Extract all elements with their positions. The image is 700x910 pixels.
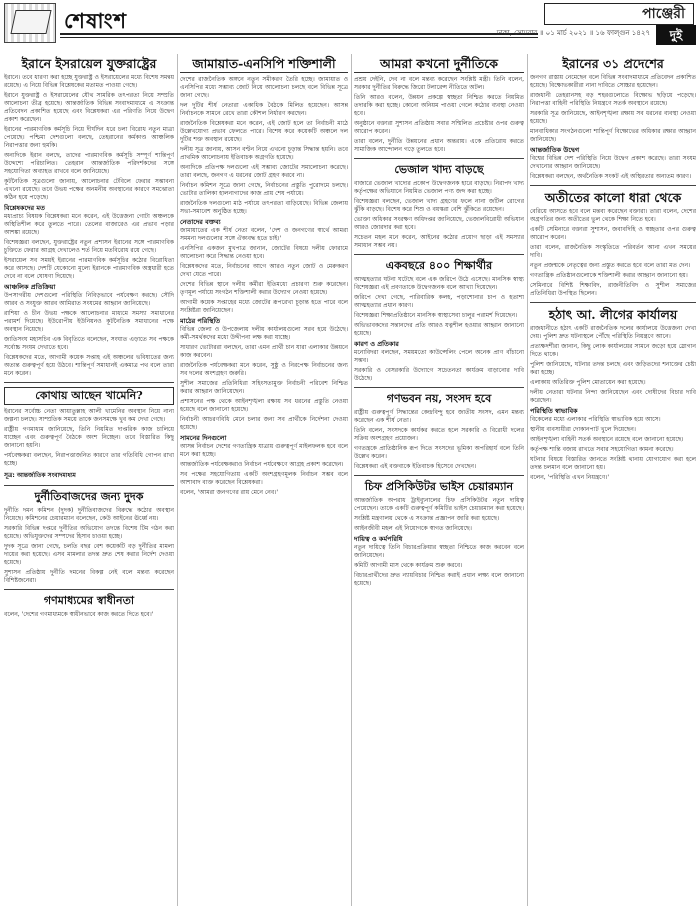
article-acc	[4, 490, 174, 585]
article-subhead: নেতাদের বক্তব্য	[180, 218, 221, 226]
article-paragraph: বলেন, 'দেশের গণমাধ্যমকে স্বাধীনভাবে কাজ করতে দিতে হবে।'	[4, 611, 154, 618]
article-subhead: দায়িত্ব ও কর্মপরিধি	[354, 535, 403, 543]
article-headline: ইরানে ইসরায়েল যুক্তরাষ্ট্রের	[21, 56, 157, 71]
article-paragraph: সচেতন মহল মনে করেন, আইনের কঠোর প্রয়োগ ছাড়া এই সমস্যার সমাধান সম্ভব নয়।	[354, 234, 524, 249]
article-paragraph: বিশ্লেষকরা বলছেন, অর্থনৈতিক সংকট এই অস্থিরতার অন্যতম কারণ।	[530, 173, 692, 180]
column-4	[530, 54, 696, 906]
article-paragraph: বাজারে ভেজাল খাদ্যের প্রকোপ উদ্বেগজনক হারে বাড়ছে। নিরাপদ খাদ্য কর্তৃপক্ষের অভিযানে নিয়মিত ভেজাল পণ্য জব্দ করা হচ্ছে।	[354, 180, 524, 195]
article-paragraph: রাজনৈতিক পর্যবেক্ষকরা মনে করেন, সুষ্ঠু ও নিরপেক্ষ নির্বাচনের জন্য সব দলের অংশগ্রহণ জরুরি।	[180, 362, 348, 377]
article-paragraph: বলেন, 'পরিস্থিতি এখন নিয়ন্ত্রণে।'	[530, 474, 609, 481]
article-paragraph: নতুন দায়িত্বে তিনি বিচারপ্রক্রিয়ার স্বচ্ছতা নিশ্চিতে কাজ করবেন বলে জানিয়েছেন।	[354, 544, 524, 559]
article-paragraph: অন্যদিকে প্রতিপক্ষ দলগুলো এই সম্ভাব্য জোটের সমালোচনা করেছে। তারা বলছে, জনগণ এ ধরনের জোট গ্রহণ করবে না।	[180, 164, 348, 179]
article-divider	[4, 382, 174, 383]
article-jamaat-ncp	[180, 56, 348, 497]
article-paragraph: আসন্ন নির্বাচন দেশের গণতান্ত্রিক যাত্রায় গুরুত্বপূর্ণ মাইলফলক হবে বলে মনে করা হচ্ছে।	[180, 443, 348, 458]
article-paragraph: দুর্নীতি দমন কমিশন (দুদক) দুর্নীতিবাজদের বিরুদ্ধে কঠোর অবস্থান নিয়েছে। কমিশনের চেয়ারম্যান বলেছেন, কেউ আইনের ঊর্ধ্বে নয়।	[4, 507, 174, 522]
article-paragraph: সাধারণ ভোটাররা বলছেন, তারা এমন প্রার্থী চান যারা এলাকার উন্নয়নে কাজ করবেন।	[180, 344, 348, 359]
article-paragraph: আগামী কয়েক সপ্তাহের মধ্যে জোটের রূপরেখা চূড়ান্ত হতে পারে বলে সংশ্লিষ্টরা জানিয়েছেন।	[180, 299, 348, 314]
article-paragraph: রাষ্ট্রীয় গুরুত্বপূর্ণ সিদ্ধান্তের কেন্দ্রবিন্দু হবে জাতীয় সংসদ, এমন মন্তব্য করেছেন এক শীর্ষ নেতা।	[354, 409, 524, 424]
article-divider	[354, 158, 524, 159]
article-headline: গণমাধ্যমের স্বাধীনতা	[43, 594, 135, 607]
newspaper-icon	[4, 3, 56, 43]
article-paragraph: আইনশৃঙ্খলা বাহিনী সতর্ক অবস্থানে রয়েছে বলে জানানো হয়েছে।	[530, 436, 684, 443]
article-paragraph: সুশাসন প্রতিষ্ঠায় দুর্নীতি দমনের বিকল্প নেই বলে মন্তব্য করেছেন বিশিষ্টজনেরা।	[4, 569, 174, 584]
article-paragraph: ভোক্তা অধিকার সংরক্ষণ অধিদপ্তর জানিয়েছে, ভেজালবিরোধী অভিযান আরও জোরদার করা হবে।	[354, 216, 524, 231]
article-paragraph: ইরানে। তবে ধারণা করা হচ্ছে যুক্তরাষ্ট্র ও ইসরায়েলের মধ্যে বিশেষ সমন্বয় রয়েছে। এ নিয়ে বিভিন্ন বিশ্লেষকের মতামত পাওয়া গেছে।	[4, 74, 174, 89]
article-paragraph: সব পক্ষের সহযোগিতায় একটি অংশগ্রহণমূলক নির্বাচন সম্ভব বলে আশাবাদ ব্যক্ত করেছেন বিশ্লেষকরা।	[180, 471, 348, 486]
article-paragraph: ইরানের সর্বোচ্চ নেতা আয়াতুল্লাহ আলী খামেনির অবস্থান নিয়ে নানা জল্পনা চলছে। সাম্প্রতিক সময়ে তাকে জনসমক্ষে খুব কম দেখা গেছে।	[4, 408, 174, 423]
article-dark-past	[530, 190, 696, 298]
article-subhead: মাঠের পরিস্থিতি	[180, 317, 221, 325]
article-iran-israel-us	[4, 56, 174, 378]
article-subhead: আন্তর্জাতিক উদ্বেগ	[530, 146, 580, 154]
article-paragraph: কর্তৃপক্ষ শান্তি বজায় রাখতে সবার সহযোগিতা কামনা করেছে।	[530, 446, 674, 453]
article-chief-prosecutor	[354, 480, 524, 588]
article-subhead: পরিস্থিতি স্বাভাবিক	[530, 407, 578, 415]
article-headline: হঠাৎ আ. লীগের কার্যালয়	[548, 307, 678, 322]
article-headline: ভেজাল খাদ্য বাড়ছে	[394, 163, 484, 176]
article-headline: জামায়াত-এনসিপি শক্তিশালী	[180, 56, 348, 73]
article-paragraph: পুলিশ জানিয়েছে, ঘটনার তদন্ত চলছে এবং জড়িতদের শনাক্তের চেষ্টা করা হচ্ছে।	[530, 361, 696, 376]
article-paragraph: জরিপে দেখা গেছে, পারিবারিক কলহ, পড়াশোনার চাপ ও হতাশা আত্মহত্যার প্রধান কারণ।	[354, 294, 524, 309]
article-paragraph: বিশেষজ্ঞরা বলছেন, যুক্তরাষ্ট্রের নতুন প্রশাসন ইরানের সঙ্গে পারমাণবিক চুক্তিতে ফেরার আগ্রহ দেখালেও শর্ত নিয়ে মতবিরোধ রয়ে গেছে।	[4, 239, 174, 254]
article-paragraph: দেশের বিভিন্ন স্থানে দলীয় কর্মীরা ইতিমধ্যে প্রচারণা শুরু করেছেন। তৃণমূল পর্যায়ে সংগঠন শক্তিশালী করার উদ্যোগ নেওয়া হয়েছে।	[180, 281, 348, 296]
article-paragraph: বিচারপ্রার্থীদের দ্রুত ন্যায়বিচার নিশ্চিত করাই প্রধান লক্ষ্য বলে জানানো হয়েছে।	[354, 572, 524, 587]
article-paragraph: নতুন প্রজন্মকে নেতৃত্বের জন্য প্রস্তুত করতে হবে বলে তারা মত দেন।	[530, 262, 691, 269]
article-paragraph: বিশ্বের বিভিন্ন দেশ পরিস্থিতি নিয়ে উদ্বেগ প্রকাশ করেছে। তারা সংযম দেখানোর আহ্বান জানিয়েছে।	[530, 155, 696, 170]
article-paragraph: গণতান্ত্রিক প্রতিষ্ঠানগুলোকে শক্তিশালী করার আহ্বান জানানো হয়।	[530, 272, 688, 279]
article-paragraph: পর্যবেক্ষকরা বলছেন, নিরাপত্তাজনিত কারণে তার গতিবিধি গোপন রাখা হচ্ছে।	[4, 452, 174, 467]
article-al-office	[530, 307, 696, 482]
article-paragraph: জামায়াতের এক শীর্ষ নেতা বলেন, 'দেশ ও জনগণের স্বার্থে আমরা সমমনা দলগুলোর সঙ্গে ঐক্যবদ্ধ হতে চাই।'	[180, 227, 348, 242]
article-headline: একবছরে ৪০০ শিক্ষার্থীর	[385, 259, 493, 272]
article-press-freedom	[4, 594, 174, 619]
article-divider	[530, 302, 696, 303]
article-paragraph: সেমিনারে বিশিষ্ট শিক্ষাবিদ, রাজনীতিবিদ ও সুশীল সমাজের প্রতিনিধিরা উপস্থিত ছিলেন।	[530, 282, 696, 297]
article-student-suicide	[354, 259, 524, 383]
article-iran-provinces	[530, 56, 696, 181]
article-paragraph: একটি সেমিনারে বক্তারা সুশাসন, জবাবদিহি ও স্বচ্ছতার ওপর গুরুত্ব আরোপ করেন।	[530, 226, 696, 241]
article-divider	[4, 589, 174, 590]
article-paragraph: মনোবিদরা বলছেন, সময়মতো কাউন্সেলিং পেলে অনেক প্রাণ বাঁচানো সম্ভব।	[354, 349, 524, 364]
article-paragraph: ইসরায়েল সব সময়ই ইরানের পারমাণবিক কর্মসূচির কঠোর বিরোধিতা করে আসছে। দেশটি যেকোনো মূল্যে ইরানকে পারমাণবিক অস্ত্রধারী হতে দেবে না বলে ঘোষণা দিয়েছে।	[4, 257, 174, 280]
article-paragraph: আত্মহত্যার ঘটনা ঘটেছে বলে এক জরিপে উঠে এসেছে। মানসিক স্বাস্থ্য বিশেষজ্ঞরা এই প্রবণতাকে উদ্বেগজনক বলে আখ্যা দিয়েছেন।	[354, 276, 524, 291]
article-headline: ইরানের ৩১ প্রদেশের	[562, 56, 664, 71]
article-paragraph: প্রত্যক্ষদর্শীরা জানান, কিছু লোক কার্যালয়ের সামনে জড়ো হয়ে স্লোগান দিতে থাকে।	[530, 343, 696, 358]
article-headline: দুর্নীতিবাজদের জন্য দুদক	[34, 490, 144, 503]
article-adulterated-food	[354, 163, 524, 250]
article-subhead: সামনের দিনগুলো	[180, 434, 227, 442]
article-paragraph: ইরানে যুক্তরাষ্ট্র ও ইসরায়েলের যৌথ সামরিক তৎপরতা নিয়ে সম্প্রতি আলোচনা তীব্র হয়েছে। আন্তর্জাতিক বিভিন্ন সংবাদমাধ্যমে এ সংক্রান্ত প্রতিবেদন প্রকাশিত হয়েছে এবং বিশ্লেষকরা এর পরিণতি নিয়ে উদ্বেগ প্রকাশ করেছেন।	[4, 92, 174, 123]
article-paragraph: এনসিপির একজন মুখপাত্র জানান, জোটের বিষয়ে দলীয় ফোরামে আলোচনা করে সিদ্ধান্ত নেওয়া হবে।	[180, 245, 348, 260]
column-3	[354, 54, 524, 906]
article-paragraph: মধ্যপ্রাচ্য বিষয়ক বিশ্লেষকরা মনে করেন, এই উত্তেজনা গোটা অঞ্চলকে অস্থিতিশীল করে তুলতে পারে। তেলের বাজারেও এর প্রভাব পড়ার আশঙ্কা রয়েছে।	[4, 213, 174, 236]
article-subhead: আঞ্চলিক প্রতিক্রিয়া	[4, 283, 56, 291]
article-paragraph: তারা বলেন, দুর্নীতি উন্নয়নের প্রধান অন্তরায়। একে প্রতিরোধ করতে সামাজিক আন্দোলন গড়ে তুলতে হবে।	[354, 138, 524, 153]
article-subhead: কারণ ও প্রতিকার	[354, 340, 399, 348]
column-2	[180, 54, 348, 906]
newspaper-logo: পাঞ্জেরী	[544, 3, 694, 25]
article-divider	[354, 254, 524, 255]
article-paragraph: রাজধানী তেহরানসহ বড় শহরগুলোতে বিক্ষোভ ছড়িয়ে পড়েছে। নিরাপত্তা বাহিনী পরিস্থিতি নিয়ন্ত্রণে সতর্ক অবস্থানে রয়েছে।	[530, 92, 696, 107]
article-paragraph: আন্তর্জাতিক পর্যবেক্ষকরাও নির্বাচন পর্যবেক্ষণে আগ্রহ প্রকাশ করেছেন।	[180, 461, 344, 468]
article-paragraph: দলীয় সূত্র জানায়, আসন বণ্টন নিয়ে এখনো চূড়ান্ত সিদ্ধান্ত হয়নি। তবে প্রাথমিক আলোচনায় ইতিবাচক অগ্রগতি হয়েছে।	[180, 146, 348, 161]
article-paragraph: প্রশ্রয় দেইনি, দেব না বলে মন্তব্য করেছেন সংশ্লিষ্ট মন্ত্রী। তিনি বলেন, সরকার দুর্নীতির বিরুদ্ধে জিরো টলারেন্স নীতিতে অটল।	[354, 76, 524, 91]
article-paragraph: অনুষ্ঠানে বক্তারা সুশাসন প্রতিষ্ঠায় সবার সম্মিলিত প্রচেষ্টার ওপর গুরুত্ব আরোপ করেন।	[354, 120, 524, 135]
article-paragraph: সরকারি সূত্র জানিয়েছে, আইনশৃঙ্খলা রক্ষায় সব ধরনের ব্যবস্থা নেওয়া হয়েছে।	[530, 110, 696, 125]
article-paragraph: বিশ্লেষকদের মতে, আগামী কয়েক সপ্তাহ এই অঞ্চলের ভবিষ্যতের জন্য অত্যন্ত গুরুত্বপূর্ণ হয়ে উঠবে। শান্তিপূর্ণ সমাধানই একমাত্র পথ বলে তারা মনে করেন।	[4, 354, 174, 377]
article-divider	[354, 387, 524, 388]
article-paragraph: গণতন্ত্রকে প্রাতিষ্ঠানিক রূপ দিতে সংসদের ভূমিকা অপরিহার্য বলে তিনি উল্লেখ করেন।	[354, 445, 524, 460]
article-divider	[354, 475, 524, 476]
article-paragraph: স্থানীয় ব্যবসায়ীরা দোকানপাট খুলে দিয়েছেন।	[530, 426, 636, 433]
column-divider	[527, 54, 528, 906]
section-title: শেষাংশ	[64, 8, 128, 33]
article-paragraph: বিকেলের মধ্যে এলাকার পরিস্থিতি স্বাভাবিক হয়ে আসে।	[530, 416, 661, 423]
article-paragraph: উপসাগরীয় দেশগুলো পরিস্থিতি নিবিড়ভাবে পর্যবেক্ষণ করছে। সৌদি আরব ও সংযুক্ত আরব আমিরাত সংযমের আহ্বান জানিয়েছে।	[4, 292, 174, 307]
article-paragraph: বেরিয়ে আসতে হবে বলে মন্তব্য করেছেন বক্তারা। তারা বলেন, দেশের অগ্রগতির জন্য অতীতের ভুল থেকে শিক্ষা নিতে হবে।	[530, 208, 696, 223]
article-paragraph: রাজনৈতিক বিশ্লেষকরা মনে করেন, এই জোট হলে তা নির্বাচনী মাঠে উল্লেখযোগ্য প্রভাব ফেলতে পারে। বিশেষ করে কয়েকটি অঞ্চলে দল দুটির শক্ত অবস্থান রয়েছে।	[180, 120, 348, 143]
article-paragraph: বিশেষজ্ঞরা শিক্ষাপ্রতিষ্ঠানে মানসিক স্বাস্থ্যসেবা চালুর পরামর্শ দিয়েছেন।	[354, 312, 518, 319]
article-paragraph: জাতিসংঘ মহাসচিব এক বিবৃতিতে বলেছেন, সংঘাত এড়াতে সব পক্ষকে সর্বোচ্চ সংযম দেখাতে হবে।	[4, 336, 174, 351]
article-paragraph: দলীয় নেতারা ঘটনার নিন্দা জানিয়েছেন এবং দোষীদের বিচার দাবি করেছেন।	[530, 389, 696, 404]
article-paragraph: সরকারি বিভিন্ন দপ্তরে দুর্নীতির অভিযোগ তদন্তে বিশেষ টিম গঠন করা হয়েছে। অভিযুক্তদের সম্পদের হিসাব চাওয়া হচ্ছে।	[4, 525, 174, 540]
article-paragraph: অন্যদিকে ইরান বলছে, তাদের পারমাণবিক কর্মসূচি সম্পূর্ণ শান্তিপূর্ণ উদ্দেশ্যে পরিচালিত। তেহরান আন্তর্জাতিক পরিদর্শকদের সঙ্গে সহযোগিতা অব্যাহত রাখবে বলে জানিয়েছে।	[4, 152, 174, 175]
article-paragraph: সরকারি ও বেসরকারি উদ্যোগে সচেতনতা কার্যক্রম বাড়ানোর দাবি উঠেছে।	[354, 367, 524, 382]
article-paragraph: দেশের রাজনৈতিক অঙ্গনে নতুন সমীকরণ তৈরি হচ্ছে। জামায়াত ও এনসিপির মধ্যে সম্ভাব্য জোট নিয়ে আলোচনা চলছে বলে বিভিন্ন সূত্রে জানা গেছে।	[180, 76, 348, 99]
article-paragraph: দল দুটির শীর্ষ নেতারা একাধিক বৈঠকে মিলিত হয়েছেন। আসন্ন নির্বাচনকে সামনে রেখে তারা কৌশল নির্ধারণ করছেন।	[180, 102, 348, 117]
article-paragraph: প্রশাসনের পক্ষ থেকে আইনশৃঙ্খলা রক্ষায় সব ধরনের প্রস্তুতি নেওয়া হয়েছে বলে জানানো হয়েছে।	[180, 398, 348, 413]
article-paragraph: ইরানের পারমাণবিক কর্মসূচি নিয়ে দীর্ঘদিন ধরে চলা বিরোধ নতুন মাত্রা পেয়েছে। পশ্চিমা দেশগুলো বলছে, তেহরানের কর্মকাণ্ড আঞ্চলিক নিরাপত্তার জন্য হুমকি।	[4, 126, 174, 149]
article-parliament	[354, 392, 524, 471]
article-divider	[4, 485, 174, 486]
article-paragraph: দুদক সূত্রে জানা গেছে, চলতি বছর বেশ কয়েকটি বড় দুর্নীতির মামলা দায়ের করা হয়েছে। এসব মামলার তদন্ত দ্রুত শেষ করার নির্দেশ দেওয়া হয়েছে।	[4, 543, 174, 566]
article-subhead: বিশ্লেষকদের মত	[4, 204, 45, 212]
article-paragraph: রাজনৈতিক দলগুলো মাঠ পর্যায়ে তৎপরতা বাড়িয়েছে। বিভিন্ন জেলায় সভা-সমাবেশ অনুষ্ঠিত হচ্ছে।	[180, 200, 348, 215]
article-paragraph: কূটনৈতিক সূত্রগুলো জানায়, আলোচনার টেবিলে ফেরার সম্ভাবনা এখনো রয়েছে। তবে উভয় পক্ষের অনমনীয় অবস্থানের কারণে সমঝোতা কঠিন হয়ে পড়েছে।	[4, 178, 174, 201]
article-headline: কোথায় আছেন খামেনি?	[4, 387, 174, 405]
article-paragraph: রাজধানীতে হঠাৎ একটি রাজনৈতিক দলের কার্যালয়ে উত্তেজনা দেখা দেয়। পুলিশ দ্রুত ঘটনাস্থলে পৌঁছে পরিস্থিতি নিয়ন্ত্রণে আনে।	[530, 325, 696, 340]
article-paragraph: তিনি আরও বলেন, উন্নয়ন প্রকল্পে স্বচ্ছতা নিশ্চিত করতে নিয়মিত তদারকি করা হচ্ছে। কোনো অনিয়ম পাওয়া গেলে কঠোর ব্যবস্থা নেওয়া হবে।	[354, 94, 524, 117]
article-paragraph: মানবাধিকার সংগঠনগুলো শান্তিপূর্ণ বিক্ষোভের অধিকার রক্ষার আহ্বান জানিয়েছে।	[530, 128, 696, 143]
article-paragraph: নির্বাচনী আচরণবিধি মেনে চলার জন্য সব প্রার্থীকে নির্দেশনা দেওয়া হয়েছে।	[180, 416, 348, 431]
article-paragraph: অভিভাবকদের সন্তানদের প্রতি আরও যত্নশীল হওয়ার আহ্বান জানানো হয়েছে।	[354, 322, 524, 337]
masthead	[4, 3, 696, 47]
article-headline: অতীতের কালো ধারা থেকে	[544, 190, 682, 205]
page-number-badge: দুই	[656, 25, 696, 45]
article-paragraph: তিনি বলেন, সংসদকে কার্যকর করতে হলে সরকারি ও বিরোধী দলের সক্রিয় অংশগ্রহণ প্রয়োজন।	[354, 427, 524, 442]
article-byline: সূত্র: আন্তর্জাতিক সংবাদমাধ্যম	[4, 472, 76, 479]
article-paragraph: রাষ্ট্রীয় গণমাধ্যম জানিয়েছে, তিনি নিয়মিত দাপ্তরিক কাজ চালিয়ে যাচ্ছেন এবং গুরুত্বপূর্ণ বৈঠকে অংশ নিচ্ছেন। তবে বিস্তারিত কিছু জানানো হয়নি।	[4, 426, 174, 449]
article-paragraph: তারা বলেন, রাজনৈতিক সংস্কৃতিতে পরিবর্তন আনা এখন সময়ের দাবি।	[530, 244, 696, 259]
article-paragraph: বিভিন্ন জেলা ও উপজেলায় দলীয় কার্যালয়গুলো সরব হয়ে উঠেছে। কর্মী-সমর্থকদের মধ্যে উদ্দীপনা লক্ষ করা যাচ্ছে।	[180, 326, 348, 341]
article-paragraph: বলেন, 'আমরা জনগণের রায় মেনে নেব।'	[180, 489, 278, 496]
column-divider	[177, 54, 178, 906]
article-paragraph: রাশিয়া ও চীন উভয় পক্ষকে আলোচনার মাধ্যমে সমস্যা সমাধানের পরামর্শ দিয়েছে। ইউরোপীয় ইউনিয়নও কূটনৈতিক সমাধানের পক্ষে অবস্থান নিয়েছে।	[4, 310, 174, 333]
column-1	[4, 54, 174, 906]
article-divider	[530, 185, 696, 186]
article-paragraph: নির্বাচন কমিশন সূত্রে জানা গেছে, নির্বাচনের প্রস্তুতি পুরোদমে চলছে। ভোটার তালিকা হালনাগাদের কাজ প্রায় শেষ পর্যায়ে।	[180, 182, 348, 197]
article-paragraph: আইনজীবী মহল এই নিয়োগকে স্বাগত জানিয়েছে।	[354, 525, 472, 532]
article-headline: গণভবন নয়, সংসদ হবে	[386, 392, 492, 405]
article-headline: আমরা কখনো দুর্নীতিকে	[354, 56, 524, 73]
column-divider	[351, 54, 352, 906]
article-paragraph: বিশেষজ্ঞরা বলছেন, ভেজাল খাদ্য গ্রহণের ফলে নানা জটিল রোগের ঝুঁকি বাড়ছে। বিশেষ করে শিশু ও বয়স্করা বেশি ঝুঁকিতে রয়েছেন।	[354, 198, 524, 213]
article-paragraph: কমিটি আগামী মাস থেকে কার্যক্রম শুরু করবে।	[354, 562, 463, 569]
article-paragraph: আন্তর্জাতিক অপরাধ ট্রাইব্যুনালের চিফ প্রসিকিউটর নতুন দায়িত্ব পেয়েছেন। তাকে একটি গুরুত্বপূর্ণ কমিটির ভাইস চেয়ারম্যান করা হয়েছে।	[354, 497, 524, 512]
date-line: ঢাকা, সোমবার ॥ ০১ মার্চ ২০২১ ॥ ১৬ ফাল্গুন ১৪২৭	[496, 29, 650, 37]
article-headline: চিফ প্রসিকিউটর ভাইস চেয়ারম্যান	[364, 480, 514, 493]
article-paragraph: সুশীল সমাজের প্রতিনিধিরা সহিংসতামুক্ত নির্বাচনী পরিবেশ নিশ্চিত করার আহ্বান জানিয়েছেন।	[180, 380, 348, 395]
article-khamenei	[4, 387, 174, 481]
article-paragraph: বিশ্লেষকদের মতে, নির্বাচনের আগে আরও নতুন জোট ও মেরুকরণ দেখা যেতে পারে।	[180, 263, 348, 278]
article-corruption	[354, 56, 524, 154]
article-paragraph: এলাকায় অতিরিক্ত পুলিশ মোতায়েন করা হয়েছে।	[530, 379, 646, 386]
article-paragraph: বিশ্লেষকরা এই বক্তব্যকে ইতিবাচক হিসেবে দেখছেন।	[354, 463, 477, 470]
article-paragraph: ঘটনার বিষয়ে বিস্তারিত জানতে সংশ্লিষ্ট থানায় যোগাযোগ করা হলে তদন্ত চলমান বলে জানানো হয়।	[530, 456, 696, 471]
article-paragraph: জনগণ রাস্তায় নেমেছেন বলে বিভিন্ন সংবাদমাধ্যমে প্রতিবেদন প্রকাশিত হয়েছে। বিক্ষোভকারীরা নানা দাবিতে সোচ্চার হয়েছেন।	[530, 74, 696, 89]
article-paragraph: সংশ্লিষ্ট মন্ত্রণালয় থেকে এ সংক্রান্ত প্রজ্ঞাপন জারি করা হয়েছে।	[354, 515, 500, 522]
